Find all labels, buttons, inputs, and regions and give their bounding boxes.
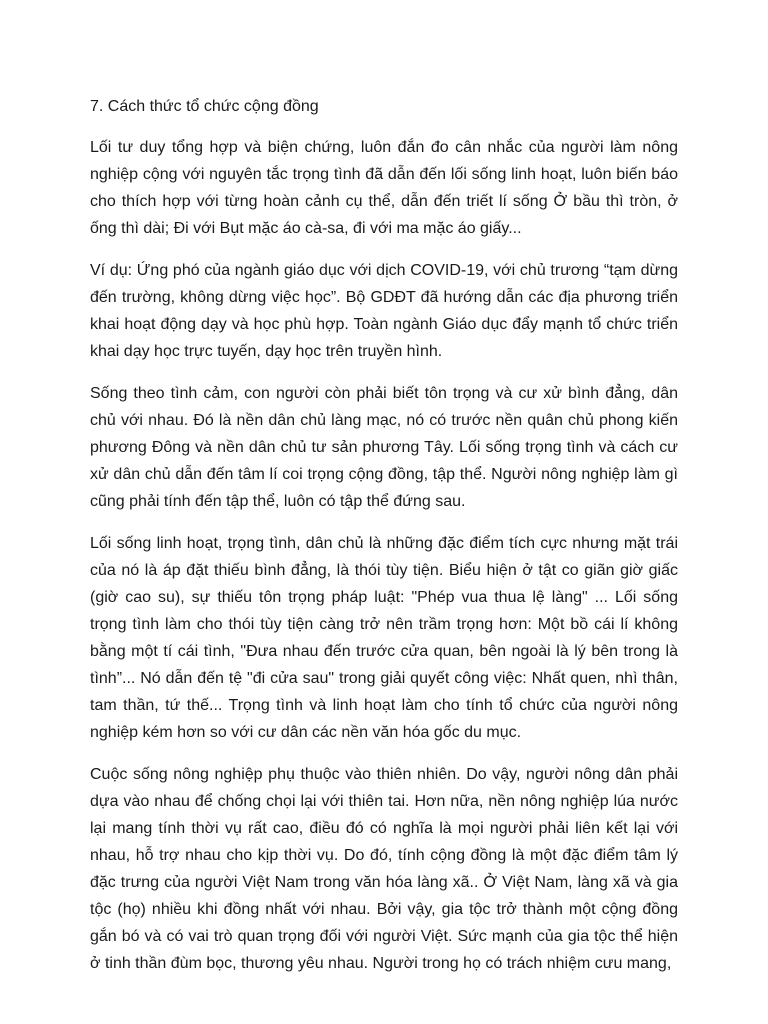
paragraph: Lối sống linh hoạt, trọng tình, dân chủ là những đặc điểm tích cực nhưng mặt trái của nó là áp đặt thiếu bình đẳng, là thói tùy tiện. Biểu hiện ở tật co giãn giờ giấc (giờ cao su), sự thiếu tôn trọng pháp luật: "Phép vua thua lệ làng" ... Lối sống trọng tình làm cho thói tùy tiện càng trở nên trầm trọng hơn: Một bồ cái lí không bằng một tí cái tình, "Đưa nhau đến trước cửa quan, bên ngoài là lý bên trong là tình”... Nó dẫn đến tệ "đi cửa sau" trong giải quyết công việc: Nhất quen, nhì thân, tam thần, tứ thế... Trọng tình và linh hoạt làm cho tính tổ chức của người nông nghiệp kém hơn so với cư dân các nền văn hóa gốc du mục. — [90, 535, 678, 741]
section-heading: 7. Cách thức tổ chức cộng đồng — [90, 98, 319, 115]
paragraph: Cuộc sống nông nghiệp phụ thuộc vào thiên nhiên. Do vậy, người nông dân phải dựa vào nhau để chống chọi lại với thiên tai. Hơn nữa, nền nông nghiệp lúa nước lại mang tính thời vụ rất cao, điều đó có nghĩa là mọi người phải liên kết lại với nhau, hỗ trợ nhau cho kịp thời vụ. Do đó, tính cộng đồng là một đặc điểm tâm lý đặc trưng của người Việt Nam trong văn hóa làng xã.. Ở Việt Nam, làng xã và gia tộc (họ) nhiều khi đồng nhất với nhau. Bởi vậy, gia tộc trở thành một cộng đồng gắn bó và có vai trò quan trọng đối với người Việt. Sức mạnh của gia tộc thể hiện ở tinh thần đùm bọc, thương yêu nhau. Người trong họ có trách nhiệm cưu mang, — [90, 766, 678, 972]
paragraph: Ví dụ: Ứng phó của ngành giáo dục với dịch COVID-19, với chủ trương “tạm dừng đến trường, không dừng việc học”. Bộ GDĐT đã hướng dẫn các địa phương triển khai hoạt động dạy và học phù hợp. Toàn ngành Giáo dục đẩy mạnh tổ chức triển khai dạy học trực tuyến, dạy học trên truyền hình. — [90, 262, 678, 360]
paragraph: Sống theo tình cảm, con người còn phải biết tôn trọng và cư xử bình đẳng, dân chủ với nhau. Đó là nền dân chủ làng mạc, nó có trước nền quân chủ phong kiến phương Đông và nền dân chủ tư sản phương Tây. Lối sống trọng tình và cách cư xử dân chủ dẫn đến tâm lí coi trọng cộng đồng, tập thể. Người nông nghiệp làm gì cũng phải tính đến tập thể, luôn có tập thể đứng sau. — [90, 385, 678, 510]
paragraph: Lối tư duy tổng hợp và biện chứng, luôn đắn đo cân nhắc của người làm nông nghiệp cộng với nguyên tắc trọng tình đã dẫn đến lối sống linh hoạt, luôn biến báo cho thích hợp với từng hoàn cảnh cụ thể, dẫn đến triết lí sống Ở bầu thì tròn, ở ống thì dài; Đi với Bụt mặc áo cà-sa, đi với ma mặc áo giấy... — [90, 139, 678, 237]
document-page — [90, 93, 678, 992]
